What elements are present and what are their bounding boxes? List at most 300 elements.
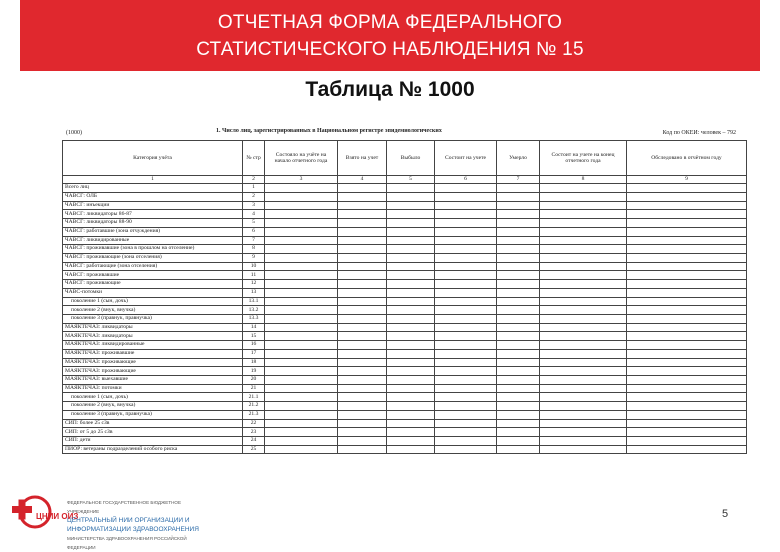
table-cell [265,280,338,289]
table-cell [627,428,747,437]
table-cell [265,297,338,306]
table-cell [627,280,747,289]
table-row [63,288,747,297]
table-cell [627,358,747,367]
row-category: поколение 3 (правнук, правнучка) [63,314,243,323]
column-number: 7 [497,176,540,184]
form-okei: Код по ОКЕИ: человек – 792 [662,130,736,136]
row-number: 7 [243,236,265,245]
table-cell [627,402,747,411]
table-cell [497,314,540,323]
table-cell [497,323,540,332]
table-row [63,410,747,419]
row-category: поколение 2 (внук, внучка) [63,306,243,315]
table-cell [497,410,540,419]
table-cell [540,384,627,393]
table-row [63,227,747,236]
table-cell [387,184,435,193]
row-category: ЧАВСГ: проживавшие [63,271,243,280]
table-cell [540,314,627,323]
column-header: Состоит на учете на конец отчетного года [540,141,627,176]
row-category: СИП: от 5 до 25 сЗв [63,428,243,437]
table-cell [497,253,540,262]
column-header: Категория учёта [63,141,243,176]
table-cell [435,419,497,428]
row-number: 17 [243,349,265,358]
table-cell [387,410,435,419]
table-cell [338,323,387,332]
table-cell [338,297,387,306]
table-cell [497,402,540,411]
form-document [62,126,746,452]
table-cell [497,288,540,297]
table-row [63,428,747,437]
table-cell [387,271,435,280]
row-category: поколение 1 (сын, дочь) [63,297,243,306]
table-cell [338,236,387,245]
table-cell [540,437,627,446]
logo-line-2: ЦЕНТРАЛЬНЫЙ НИИ ОРГАНИЗАЦИИ И [67,517,190,524]
row-category: Всего лиц [63,184,243,193]
table-row [63,262,747,271]
table-cell [387,358,435,367]
table-cell [627,288,747,297]
row-category: МАЯКТЕЧАЗ: ликвидированные [63,341,243,350]
table-cell [540,219,627,228]
row-number: 19 [243,367,265,376]
table-cell [627,437,747,446]
table-cell [338,428,387,437]
table-cell [265,376,338,385]
table-cell [338,253,387,262]
row-number: 21.2 [243,402,265,411]
table-cell [338,306,387,315]
table-cell [627,445,747,454]
table-cell [435,306,497,315]
table-cell [265,393,338,402]
table-cell [627,323,747,332]
row-category: МАЯКТЕЧАЗ: проживающие [63,367,243,376]
column-number: 3 [265,176,338,184]
logo-line-1: ФЕДЕРАЛЬНОЕ ГОСУДАРСТВЕННОЕ БЮДЖЕТНОЕ УЧРЕЖДЕНИЕ [67,500,182,514]
table-cell [627,367,747,376]
statistics-table [62,140,747,454]
table-cell [265,428,338,437]
table-cell [435,402,497,411]
table-cell [497,184,540,193]
table-cell [435,445,497,454]
table-cell [338,288,387,297]
row-category: ПИОР: ветераны подразделений особого риска [63,445,243,454]
table-cell [435,393,497,402]
table-cell [627,297,747,306]
table-row [63,323,747,332]
table-cell [497,332,540,341]
column-header: Состоит на учете [435,141,497,176]
row-category: СИП: более 25 сЗв [63,419,243,428]
table-cell [540,358,627,367]
row-number: 24 [243,437,265,446]
table-cell [338,271,387,280]
table-cell [265,384,338,393]
table-cell [627,410,747,419]
table-cell [435,253,497,262]
table-cell [435,184,497,193]
table-cell [540,280,627,289]
table-cell [497,428,540,437]
row-category: МАЯКТЕЧАЗ: выехавшие [63,376,243,385]
table-cell [540,445,627,454]
column-header: Состояло на учёте на начало отчетного года [265,141,338,176]
table-cell [265,236,338,245]
row-category: поколение 3 (правнук, правнучка) [63,410,243,419]
table-cell [540,297,627,306]
table-header-row [63,141,747,176]
table-cell [540,192,627,201]
row-number: 2 [243,192,265,201]
column-number-row [63,176,747,184]
table-cell [627,192,747,201]
table-cell [540,306,627,315]
table-cell [338,384,387,393]
column-header: Обследовано в отчётном году [627,141,747,176]
row-category: ЧАВСГ: ликвидаторы 88-90 [63,219,243,228]
table-cell [265,245,338,254]
table-cell [627,227,747,236]
table-cell [435,236,497,245]
form-code: (1000) [66,130,82,136]
table-row [63,402,747,411]
page-subtitle: Таблица № 1000 [305,78,475,101]
table-cell [497,192,540,201]
table-cell [387,245,435,254]
table-cell [497,393,540,402]
table-cell [627,341,747,350]
table-cell [338,367,387,376]
table-cell [435,384,497,393]
table-cell [627,393,747,402]
table-row [63,437,747,446]
table-cell [540,428,627,437]
column-header: № стр [243,141,265,176]
table-cell [540,236,627,245]
table-cell [387,332,435,341]
table-cell [387,262,435,271]
table-cell [265,227,338,236]
row-number: 21.3 [243,410,265,419]
table-cell [497,384,540,393]
table-cell [540,332,627,341]
table-cell [540,323,627,332]
table-cell [338,358,387,367]
table-cell [540,288,627,297]
row-number: 13.2 [243,306,265,315]
column-header: Умерло [497,141,540,176]
table-cell [497,236,540,245]
table-cell [338,262,387,271]
table-cell [387,384,435,393]
table-cell [497,245,540,254]
table-cell [265,349,338,358]
row-category: МАЯКТЕЧАЗ: потомки [63,384,243,393]
row-number: 14 [243,323,265,332]
table-row [63,419,747,428]
table-cell [338,419,387,428]
row-number: 11 [243,271,265,280]
table-cell [265,419,338,428]
row-number: 3 [243,201,265,210]
table-cell [338,445,387,454]
row-category: МАЯКТЕЧАЗ: проживающие [63,358,243,367]
cniioiz-logo [8,486,208,550]
table-cell [540,341,627,350]
table-cell [435,349,497,358]
row-number: 5 [243,219,265,228]
table-cell [497,262,540,271]
table-cell [627,271,747,280]
table-cell [265,306,338,315]
table-cell [387,437,435,446]
banner-title-line-2: СТАТИСТИЧЕСКОГО НАБЛЮДЕНИЯ № 15 [196,38,584,60]
table-cell [540,210,627,219]
table-cell [265,201,338,210]
row-category: ЧАВСГ: ликвидированные [63,236,243,245]
table-cell [338,280,387,289]
table-cell [338,219,387,228]
table-cell [497,445,540,454]
table-cell [435,280,497,289]
column-number: 2 [243,176,265,184]
table-row [63,393,747,402]
table-cell [435,358,497,367]
table-cell [435,262,497,271]
table-cell [497,201,540,210]
table-cell [387,445,435,454]
table-cell [265,271,338,280]
table-cell [338,437,387,446]
table-cell [387,349,435,358]
table-cell [435,245,497,254]
row-number: 1 [243,184,265,193]
table-cell [497,271,540,280]
table-cell [338,245,387,254]
table-row [63,332,747,341]
table-cell [540,410,627,419]
row-number: 12 [243,280,265,289]
table-cell [338,349,387,358]
column-header: Выбыло [387,141,435,176]
table-cell [627,419,747,428]
table-cell [265,367,338,376]
row-number: 13.3 [243,314,265,323]
table-cell [387,323,435,332]
table-cell [497,419,540,428]
table-cell [338,376,387,385]
table-row [63,376,747,385]
table-cell [435,271,497,280]
table-cell [627,262,747,271]
table-cell [387,297,435,306]
table-cell [435,201,497,210]
table-cell [265,192,338,201]
table-cell [627,219,747,228]
table-cell [265,341,338,350]
row-category: ЧАВСГ: инъекции [63,201,243,210]
row-number: 21 [243,384,265,393]
table-cell [338,210,387,219]
table-cell [627,376,747,385]
row-number: 8 [243,245,265,254]
table-cell [435,314,497,323]
table-cell [497,437,540,446]
table-cell [265,445,338,454]
column-number: 8 [540,176,627,184]
table-cell [387,219,435,228]
table-cell [435,410,497,419]
table-cell [627,245,747,254]
table-cell [265,219,338,228]
row-number: 9 [243,253,265,262]
table-cell [497,227,540,236]
table-cell [338,393,387,402]
row-number: 22 [243,419,265,428]
logo-line-4: МИНИСТЕРСТВА ЗДРАВООХРАНЕНИЯ РОССИЙСКОЙ ФЕДЕРАЦИИ [67,536,187,550]
table-row [63,384,747,393]
table-cell [387,192,435,201]
table-row [63,236,747,245]
table-cell [265,262,338,271]
column-number: 6 [435,176,497,184]
row-number: 4 [243,210,265,219]
table-row [63,253,747,262]
table-cell [435,219,497,228]
table-cell [387,402,435,411]
table-cell [387,341,435,350]
table-cell [265,288,338,297]
table-cell [497,297,540,306]
row-category: ЧАВС-потомки [63,288,243,297]
table-cell [540,376,627,385]
row-category: МАЯКТЕЧАЗ: ликвидаторы [63,323,243,332]
table-cell [497,210,540,219]
table-cell [387,306,435,315]
table-cell [497,219,540,228]
table-row [63,306,747,315]
row-category: ЧАВСГ: проживающие [63,280,243,289]
table-cell [265,253,338,262]
table-cell [497,306,540,315]
row-number: 21.1 [243,393,265,402]
table-cell [627,306,747,315]
table-cell [338,201,387,210]
table-row [63,367,747,376]
table-cell [265,358,338,367]
table-cell [627,314,747,323]
table-cell [338,402,387,411]
row-number: 16 [243,341,265,350]
table-cell [627,184,747,193]
row-category: поколение 2 (внук, внучка) [63,402,243,411]
table-cell [265,437,338,446]
table-cell [435,437,497,446]
table-cell [435,297,497,306]
title-banner [20,0,760,71]
column-header: Взято на учет [338,141,387,176]
table-cell [497,280,540,289]
table-cell [435,323,497,332]
table-cell [435,428,497,437]
row-number: 25 [243,445,265,454]
row-number: 20 [243,376,265,385]
table-cell [265,402,338,411]
table-cell [497,349,540,358]
table-cell [338,341,387,350]
column-number: 9 [627,176,747,184]
page-number: 5 [722,508,729,520]
table-row [63,280,747,289]
table-cell [435,341,497,350]
table-cell [387,280,435,289]
table-row [63,341,747,350]
row-category: поколение 1 (сын, дочь) [63,393,243,402]
banner-title-line-1: ОТЧЕТНАЯ ФОРМА ФЕДЕРАЛЬНОГО [217,11,563,33]
table-cell [338,184,387,193]
table-cell [435,332,497,341]
table-cell [540,367,627,376]
column-number: 1 [63,176,243,184]
table-cell [435,227,497,236]
table-cell [387,253,435,262]
table-cell [540,227,627,236]
table-cell [265,314,338,323]
table-row [63,210,747,219]
table-cell [387,367,435,376]
table-row [63,219,747,228]
table-cell [338,410,387,419]
table-row [63,201,747,210]
table-cell [627,210,747,219]
table-row [63,245,747,254]
table-cell [540,393,627,402]
table-cell [387,376,435,385]
table-cell [435,210,497,219]
table-row [63,349,747,358]
medical-cross-logo-icon [8,486,79,534]
table-cell [435,192,497,201]
table-cell [540,201,627,210]
table-cell [627,236,747,245]
table-cell [387,419,435,428]
table-cell [435,288,497,297]
logo-line-3: ИНФОРМАТИЗАЦИИ ЗДРАВООХРАНЕНИЯ [67,526,199,533]
column-number: 5 [387,176,435,184]
table-cell [265,332,338,341]
table-cell [627,253,747,262]
table-row [63,297,747,306]
row-number: 10 [243,262,265,271]
row-number: 18 [243,358,265,367]
column-number: 4 [338,176,387,184]
table-cell [338,227,387,236]
table-cell [540,402,627,411]
table-cell [387,393,435,402]
table-cell [387,210,435,219]
table-cell [540,271,627,280]
table-cell [540,349,627,358]
row-number: 13 [243,288,265,297]
table-cell [497,358,540,367]
table-cell [627,332,747,341]
